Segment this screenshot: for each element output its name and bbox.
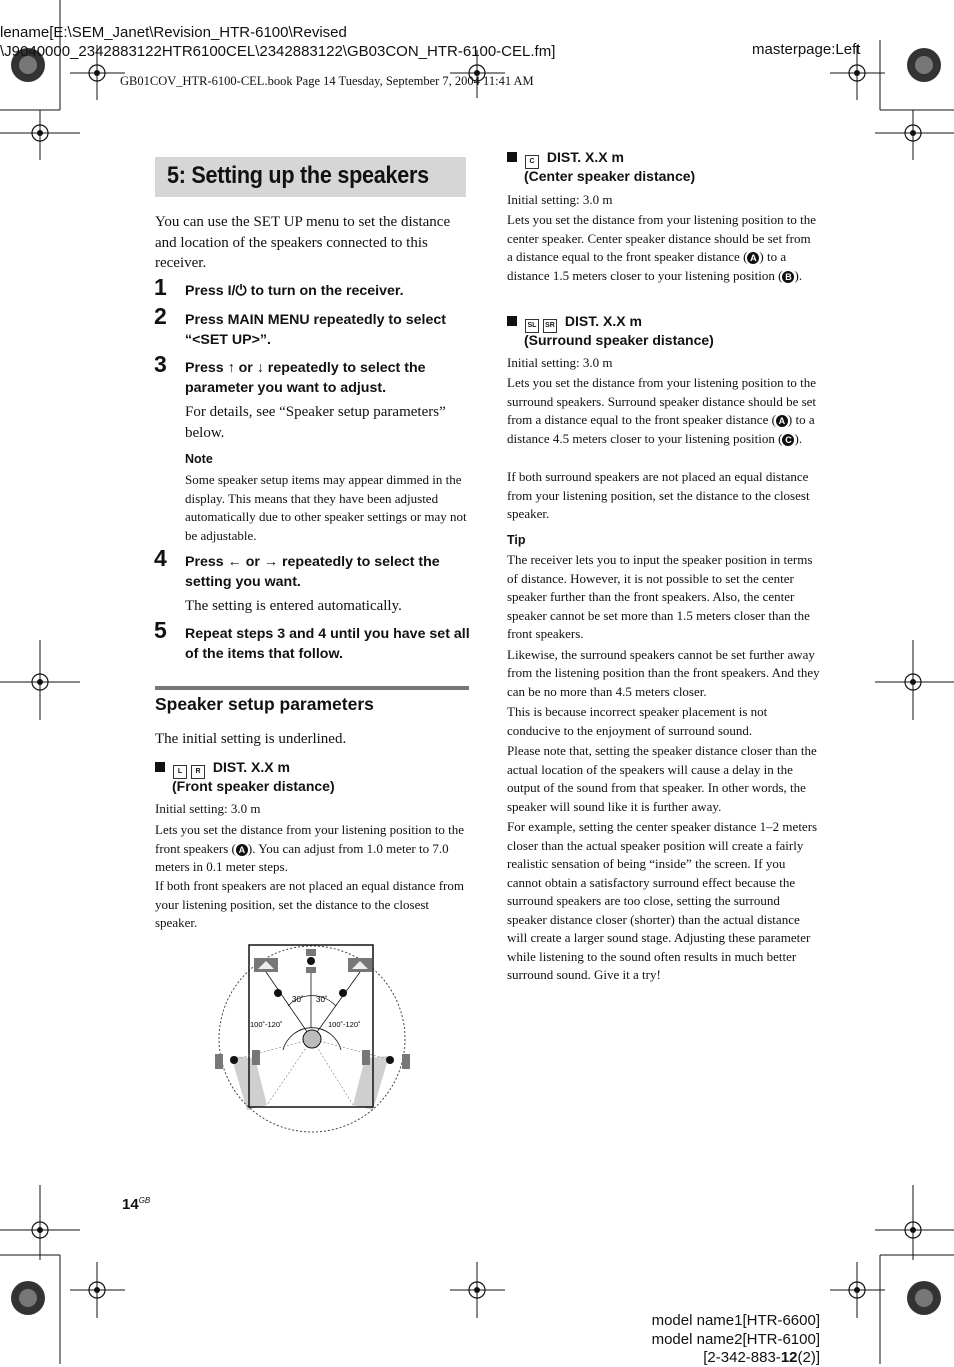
center-param-heading [507,148,624,169]
step-1-text: Press I/⏻ to turn on the receiver. [185,283,404,299]
page-title: 5: Setting up the speakers [167,162,429,189]
section-rule [155,686,469,690]
front-desc [155,821,467,877]
footer-code-part-3: (2)] [797,1349,820,1366]
label-c-icon: C [782,434,794,446]
front-heading-text: DIST. X.X m [212,759,290,775]
page-number-suffix: GB [138,1196,151,1205]
note-heading: Note [185,452,213,466]
center-desc-part-3: ). [794,267,803,283]
step-4-detail: The setting is entered automatically. [185,598,402,614]
angle-left-label: 30˚ [292,995,304,1004]
book-line: GB01COV_HTR-6100-CEL.book Page 14 Tuesday, September 7, 2004 11:41 AM [120,74,534,88]
range-left-label: 100˚-120˚ [250,1020,283,1029]
step-2-text: Press MAIN MENU repeatedly to select “<SET UP>”. [185,312,446,348]
center-desc-part-1: Lets you set the distance from your listening position to the center speaker. Center speaker distance should be set from a distance equal to the front speaker distance ( [507,212,817,264]
footer-code-part-2: 12 [780,1349,798,1366]
page-title-box [155,157,466,197]
footer-code-part-1: [2-342-883- [703,1349,781,1366]
surround-right-speaker-icon: SR [543,319,557,333]
tip-paragraph: For example, setting the center speaker distance 1–2 meters closer than the actual speaker position will create a fairly realistic sensation of being “inside” the screen. If you cannot obtain a satisfactory surround effect because the surround speakers are too close, setting the surround speaker distance closer (shorter) than the actual distance will create a larger sound stage. Adjusting these parameter while listening to the sound often results in much better surround sound. Give it a try! [507,819,818,982]
footer-model-1: model name1[HTR-6600] [651,1312,820,1329]
front-left-speaker-icon: L [173,765,187,779]
step-5-text: Repeat steps 3 and 4 until you have set all of the items that follow. [185,626,470,662]
front-subheading: (Front speaker distance) [172,778,335,794]
tip-heading: Tip [507,533,526,547]
bullet-square [155,762,165,772]
step-3-number: 3 [154,351,167,377]
center-subheading: (Center speaker distance) [524,168,696,184]
label-a-icon: A [747,252,759,264]
step-5-number: 5 [154,617,167,643]
surround-desc-part-2: ) to a distance 4.5 meters closer to your listening position ( [507,412,815,446]
center-desc-part-2: ) to a distance 1.5 meters closer to your listening position ( [507,249,787,283]
front-desc-part-1: Lets you set the distance from your listening position to the front speakers ( [155,822,465,856]
step-1-number: 1 [154,274,167,300]
surround-desc-2: If both surround speakers are not placed an equal distance from your listening position, set the distance to the closest speaker. [507,469,810,521]
front-right-speaker-icon: R [191,765,205,779]
surround-left-speaker-icon: SL [525,319,539,333]
bullet-square [507,316,517,326]
front-desc-part-2: ). You can adjust from 1.0 meter to 7.0 meters in 0.1 meter steps. [155,840,449,874]
center-desc [507,211,819,285]
label-a-icon: A [776,415,788,427]
surround-subheading: (Surround speaker distance) [524,332,714,348]
filename-line-2: \J9040000_2342883122HTR6100CEL\2342883122\GB03CON_HTR-6100-CEL.fm] [0,43,556,60]
step-3-text: Press ↑ or ↓ repeatedly to select the parameter you want to adjust. [185,360,426,396]
surround-initial: Initial setting: 3.0 m [507,355,613,370]
tip-paragraph: This is because incorrect speaker placement is not conducive to the enjoyment of surround sound. [507,704,768,738]
step-4-text: Press ← or → repeatedly to select the setting you want. [185,554,440,590]
section-title: Speaker setup parameters [155,694,374,714]
label-a-icon: A [236,844,248,856]
label-b-icon: B [782,271,794,283]
section-intro: The initial setting is underlined. [155,731,347,747]
angle-right-label: 30˚ [316,995,328,1004]
center-heading-text: DIST. X.X m [546,149,624,165]
step-3-detail: For details, see “Speaker setup parameters” below. [185,404,446,441]
range-right-label: 100˚-120˚ [328,1020,361,1029]
tip-body [507,551,821,985]
footer-model-2: model name2[HTR-6100] [651,1331,820,1348]
bullet-square [507,152,517,162]
note-text: Some speaker setup items may appear dimmed in the display. This means that they have been adjusted automatically due to other speaker settings or may not be adjustable. [185,472,467,543]
filename-line-1: lename[E:\SEM_Janet\Revision_HTR-6100\Revised [0,24,347,41]
step-2-number: 2 [154,303,167,329]
tip-paragraph: Likewise, the surround speakers cannot be set further away from the listening position than the front speakers. And they can be no more than 4.5 meters closer. [507,646,820,699]
front-initial: Initial setting: 3.0 m [155,801,261,816]
masterpage-label: masterpage:Left [752,41,861,58]
tip-paragraph: Please note that, setting the speaker distance closer than the actual location of the speakers will cause a delay in the output of the sound from that speaker. In other words, the speaker will sound like it is further away. [507,743,817,814]
center-speaker-icon: C [525,155,539,169]
center-initial: Initial setting: 3.0 m [507,192,613,207]
front-param-heading [155,758,290,779]
surround-desc-part-3: ). [794,430,803,446]
front-desc-2: If both front speakers are not placed an equal distance from your listening position, set the distance to the closest speaker. [155,878,464,930]
page-number-value: 14 [122,1196,139,1213]
surround-desc [507,374,821,448]
speaker-placement-diagram [205,940,415,1145]
page-number [122,1196,150,1213]
step-4-number: 4 [154,545,167,571]
surround-desc-part-1: Lets you set the distance from your listening position to the surround speakers. Surround speaker distance should be set from a distance equal to the front speaker distance ( [507,375,817,427]
intro-text: You can use the SET UP menu to set the distance and location of the speakers connected to this receiver. [155,214,451,271]
tip-paragraph: The receiver lets you to input the speaker position in terms of distance. However, it is not possible to set the center speaker further than the front speakers. Also, the center speaker cannot be set more than 1.5 meters closer than the front speakers. [507,552,813,641]
surround-param-heading [507,312,642,333]
surround-heading-text: DIST. X.X m [564,313,642,329]
footer-code [703,1349,820,1367]
